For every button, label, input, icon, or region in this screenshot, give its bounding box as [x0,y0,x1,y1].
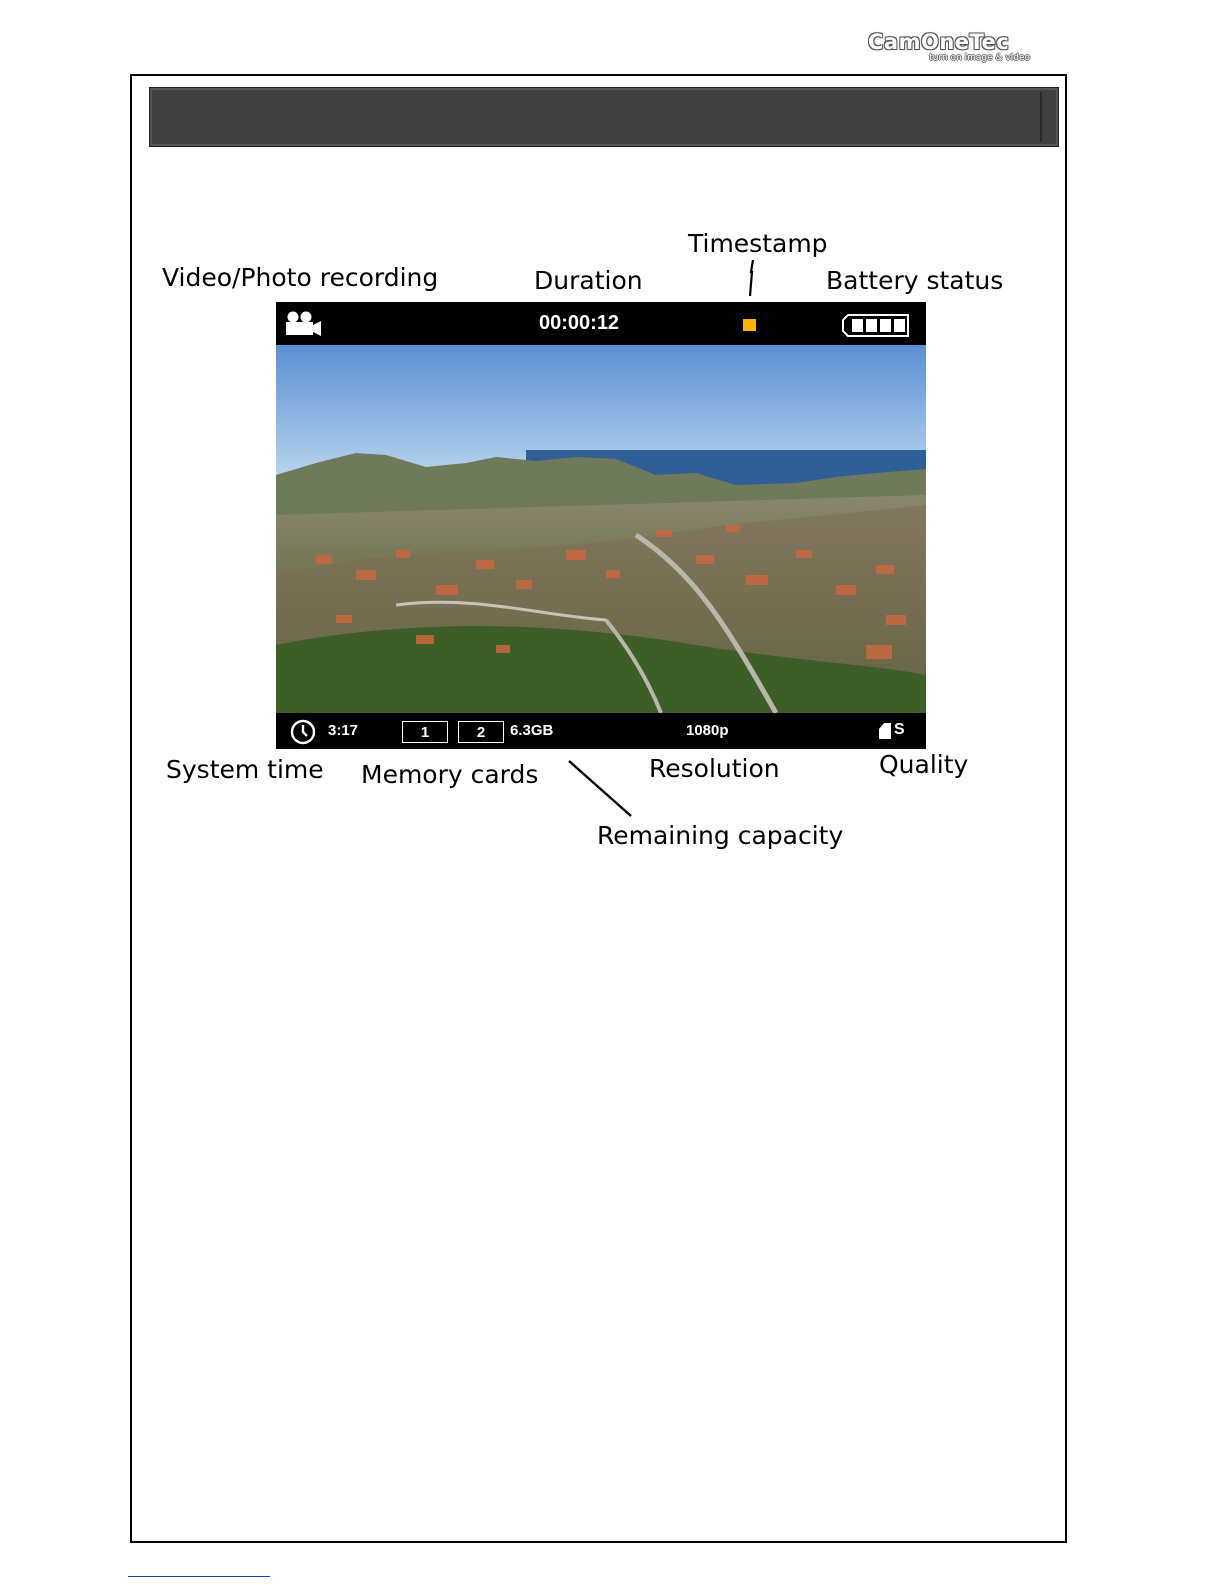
clock-icon [290,719,316,745]
logo-name: CamOneTec [868,30,1010,54]
section-header-bar [149,87,1059,147]
remaining-capacity-callout-line [565,758,635,820]
quality-icon [879,723,891,739]
battery-cell [852,319,863,332]
label-quality: Quality [879,750,969,779]
system-time-readout: 3:17 [328,722,359,739]
resolution-readout: 1080p [686,722,729,739]
camera-screen [276,302,926,749]
memory-card-1: 1 [402,721,448,743]
battery-icon [842,314,910,337]
aerial-landscape-photo [276,345,926,713]
label-battery-status: Battery status [826,266,1004,295]
label-resolution: Resolution [649,754,780,783]
header-divider [1040,92,1042,142]
camonetec-logo [868,30,1038,66]
memory-card-2: 2 [458,721,504,743]
label-remaining-capacity: Remaining capacity [597,821,844,850]
timestamp-callout-line [740,258,760,300]
label-recording-mode: Video/Photo recording [162,263,439,292]
quality-readout: S [894,721,905,738]
duration-readout: 00:00:12 [539,312,620,334]
screen-bottom-bar [276,713,926,749]
screen-top-bar [276,302,926,345]
remaining-capacity-readout: 6.3GB [510,722,554,739]
logo-tagline: turn on image & video [929,53,1030,63]
label-memory-cards: Memory cards [361,760,539,789]
battery-cell [894,319,905,332]
timestamp-indicator [743,319,756,331]
label-duration: Duration [534,266,643,295]
video-camera-icon [285,311,323,337]
label-system-time: System time [166,755,324,784]
battery-cell [866,319,877,332]
battery-cell [880,319,891,332]
label-timestamp: Timestamp [688,229,828,258]
footer-link-underline [128,1576,270,1577]
